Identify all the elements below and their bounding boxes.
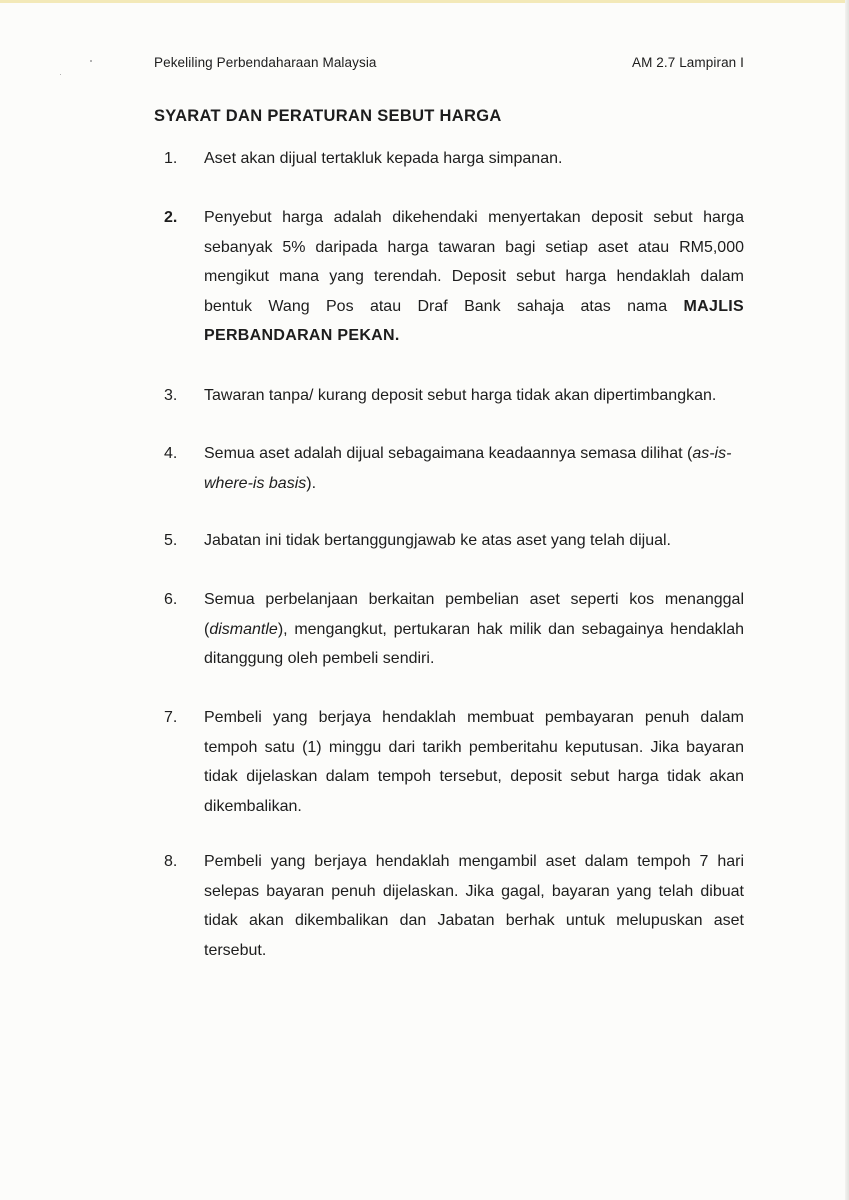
clause-text-end: ).	[306, 474, 317, 492]
circular-header: Pekeliling Perbendaharaan Malaysia	[154, 55, 377, 70]
scan-speck	[60, 74, 61, 75]
clause-3	[164, 381, 744, 411]
clause-number: 7.	[164, 709, 178, 726]
clause-text	[204, 203, 744, 351]
document-title: SYARAT DAN PERATURAN SEBUT HARGA	[154, 107, 502, 125]
clause-number: 6.	[164, 591, 178, 608]
clause-1	[164, 144, 744, 174]
clause-number: 3.	[164, 387, 178, 404]
clause-number: 2.	[164, 209, 178, 226]
italic-term: dismantle	[209, 620, 278, 638]
council-name: MAJLIS PERBANDARAN PEKAN.	[204, 297, 744, 344]
appendix-reference: AM 2.7 Lampiran I	[631, 55, 744, 70]
clause-text-end: ), mengangkut, pertukaran hak milik dan sebagainya hendaklah ditanggung oleh pembeli sendiri.	[204, 620, 744, 667]
clause-text: Jabatan ini tidak bertanggungjawab ke atas aset yang telah dijual.	[204, 532, 671, 549]
clause-number: 1.	[164, 150, 178, 167]
clause-6	[164, 585, 744, 674]
clause-2	[164, 203, 744, 351]
italic-term: as-is-where-is basis	[204, 445, 732, 492]
clause-text-main: Semua perbelanjaan berkaitan pembelian aset seperti kos menanggal (	[204, 591, 744, 638]
clause-text-main: Penyebut harga adalah dikehendaki menyertakan deposit sebut harga sebanyak 5% daripada harga tawaran bagi setiap aset atau RM5,000 mengikut mana yang terendah. Deposit sebut harga hendaklah dalam bentuk Wang Pos atau Draf Bank sahaja atas nama	[204, 209, 744, 315]
clause-number: 4.	[164, 445, 178, 462]
clause-text: Pembeli yang berjaya hendaklah membuat pembayaran penuh dalam tempoh satu (1) minggu dari tarikh pemberitahu keputusan. Jika bayaran tidak dijelaskan dalam tempoh tersebut, deposit sebut harga tidak akan dikembalikan.	[204, 709, 744, 815]
clause-text: Aset akan dijual tertakluk kepada harga simpanan.	[204, 150, 563, 167]
clause-number: 8.	[164, 853, 178, 870]
clause-5	[164, 526, 744, 556]
clause-number: 5.	[164, 532, 178, 549]
paper-top-edge	[0, 0, 849, 3]
clause-8	[164, 847, 744, 965]
clause-4	[164, 439, 744, 498]
scan-speck	[90, 60, 92, 62]
clause-text: Tawaran tanpa/ kurang deposit sebut harga tidak akan dipertimbangkan.	[204, 387, 717, 404]
clause-text-main: Semua aset adalah dijual sebagaimana keadaannya semasa dilihat (	[204, 445, 693, 462]
clause-text	[204, 585, 744, 674]
clause-text: Pembeli yang berjaya hendaklah mengambil aset dalam tempoh 7 hari selepas bayaran penuh dijelaskan. Jika gagal, bayaran yang telah dibuat tidak akan dikembalikan dan Jabatan berhak untuk melupuskan aset tersebut.	[204, 853, 744, 959]
clause-text	[204, 439, 744, 498]
clause-7	[164, 703, 744, 821]
